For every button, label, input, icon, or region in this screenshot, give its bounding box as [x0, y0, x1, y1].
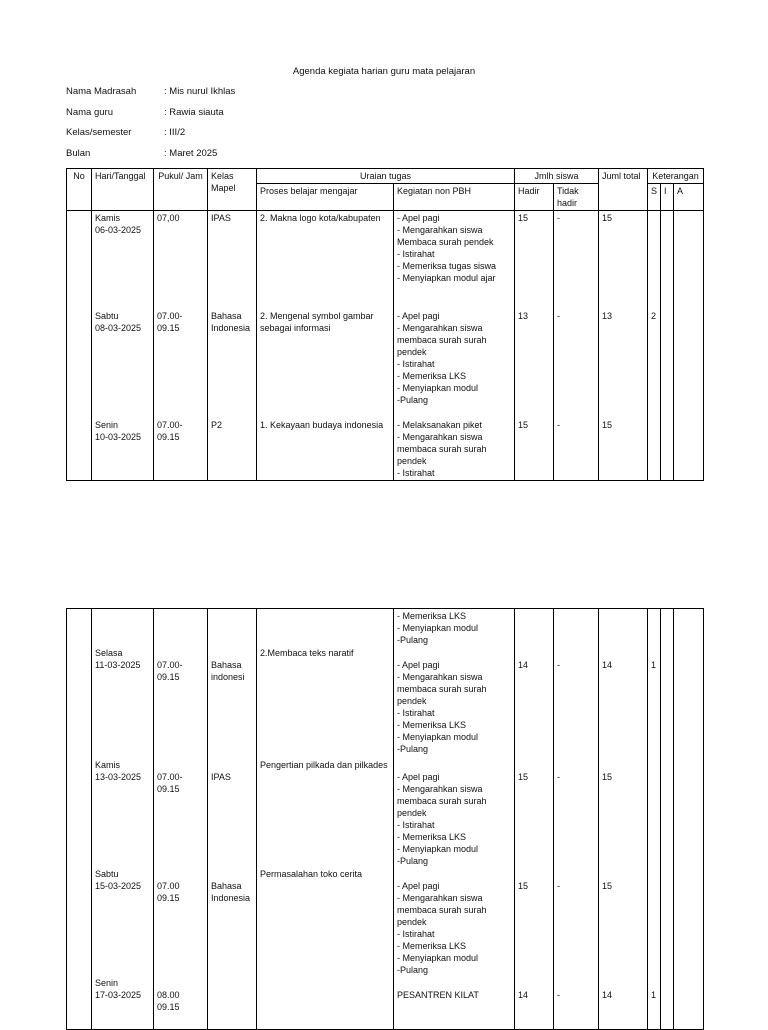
cell-pukul — [154, 309, 208, 418]
cell-kegiatan-line: - Istirahat — [397, 249, 435, 259]
cell-kelas — [208, 868, 257, 977]
table-row — [67, 868, 704, 977]
cell-a — [674, 609, 704, 648]
cell-kegiatan — [394, 309, 515, 418]
cell-tidak-hadir — [554, 868, 599, 977]
table-row — [67, 647, 704, 759]
cell-kegiatan-line: - Mengarahkan siswa — [397, 672, 483, 682]
header-i: I — [661, 184, 674, 211]
cell-tidak-hadir — [554, 418, 599, 481]
cell-i — [661, 309, 674, 418]
cell-total-line: 15 — [602, 213, 613, 223]
cell-s — [648, 211, 661, 309]
cell-s — [648, 418, 661, 481]
cell-hari-tanggal-line: 11-03-2025 — [95, 660, 141, 670]
cell-i — [661, 418, 674, 481]
cell-kelas — [208, 418, 257, 481]
cell-kelas-line: Indonesia — [211, 322, 251, 333]
cell-kegiatan-line: membaca surah surah — [397, 796, 487, 806]
cell-a — [674, 211, 704, 309]
cell-tidak-hadir-line: - — [557, 660, 560, 670]
cell-hari-tanggal-line: 13-03-2025 — [95, 772, 142, 782]
cell-i — [661, 868, 674, 977]
cell-hadir — [515, 977, 554, 1029]
cell-kegiatan-line: - Menyiapkan modul — [397, 953, 479, 963]
cell-pukul-line: 09.15 — [157, 893, 180, 903]
cell-s — [648, 868, 661, 977]
cell-no — [67, 609, 92, 648]
cell-a — [674, 647, 704, 759]
cell-hari-tanggal-line: Sabtu — [95, 310, 119, 321]
cell-kegiatan-line: membaca surah surah — [397, 443, 487, 454]
cell-s-line: 2 — [651, 310, 657, 321]
header-uraian-tugas: Uraian tugas — [257, 169, 515, 184]
cell-kegiatan-line: pendek — [397, 696, 427, 706]
table-row-carryover — [67, 609, 704, 648]
cell-kegiatan-line: - Istirahat — [397, 358, 435, 369]
header-hadir: Hadir — [515, 184, 554, 211]
cell-tidak-hadir-line: - — [557, 990, 560, 1000]
cell-proses — [257, 868, 394, 977]
cell-kegiatan-line: - Apel pagi — [397, 772, 440, 782]
header-keterangan: Keterangan — [648, 169, 704, 184]
cell-total — [599, 309, 648, 418]
cell-total — [599, 977, 648, 1029]
cell-hadir — [515, 211, 554, 309]
cell-pukul — [154, 977, 208, 1029]
cell-tidak-hadir — [554, 759, 599, 868]
cell-tidak-hadir-line: - — [557, 213, 560, 223]
cell-pukul — [154, 418, 208, 481]
cell-hari-tanggal — [92, 759, 154, 868]
cell-hari-tanggal — [92, 309, 154, 418]
cell-hari-tanggal — [92, 977, 154, 1029]
meta-label: Bulan — [66, 148, 91, 159]
meta-value: : Maret 2025 — [164, 148, 218, 159]
cell-proses — [257, 647, 394, 759]
cell-hari-tanggal — [92, 211, 154, 309]
cell-kegiatan-line: Membaca surah pendek — [397, 237, 494, 247]
cell-pukul-line: 09.15 — [157, 322, 180, 333]
cell-s-line: 1 — [651, 990, 657, 1000]
header-pukul-jam: Pukul/ Jam — [154, 169, 208, 211]
cell-hari-tanggal — [92, 868, 154, 977]
cell-kegiatan-line: -Pulang — [397, 744, 429, 754]
cell-s — [648, 647, 661, 759]
cell-a — [674, 868, 704, 977]
cell-pukul — [154, 609, 208, 648]
header-jmlh-siswa: Jmlh siswa — [515, 169, 599, 184]
cell-hadir — [515, 609, 554, 648]
cell-s — [648, 977, 661, 1029]
cell-tidak-hadir-line: - — [557, 419, 560, 430]
cell-kegiatan-line: -Pulang — [397, 635, 429, 645]
cell-kelas — [208, 309, 257, 418]
table-row — [67, 309, 704, 418]
cell-no — [67, 977, 92, 1029]
cell-i — [661, 977, 674, 1029]
cell-kelas-line: IPAS — [211, 213, 231, 223]
cell-pukul-line: 09.15 — [157, 672, 180, 682]
cell-no — [67, 647, 92, 759]
cell-hadir-line: 15 — [518, 213, 529, 223]
cell-hadir-line: 15 — [518, 772, 529, 782]
cell-kegiatan-line: - Mengarahkan siswa — [397, 784, 483, 794]
cell-kegiatan-line: - Mengarahkan siswa — [397, 893, 483, 903]
cell-a — [674, 759, 704, 868]
cell-tidak-hadir-line: - — [557, 310, 560, 321]
cell-tidak-hadir — [554, 647, 599, 759]
cell-kegiatan-line: membaca surah surah — [397, 334, 487, 345]
cell-proses — [257, 309, 394, 418]
cell-kegiatan-line: - Mengarahkan siswa — [397, 225, 483, 235]
cell-kegiatan-line: pendek — [397, 346, 427, 357]
cell-kegiatan-line: - Apel pagi — [397, 310, 440, 321]
cell-tidak-hadir — [554, 211, 599, 309]
cell-no — [67, 759, 92, 868]
cell-kegiatan-line: - Menyiapkan modul — [397, 382, 479, 393]
cell-kegiatan-line: - Memeriksa tugas siswa — [397, 261, 497, 271]
cell-s-line: 1 — [651, 660, 657, 670]
cell-kegiatan-line: pendek — [397, 917, 427, 927]
header-juml-total: Juml total — [599, 169, 648, 211]
cell-total — [599, 868, 648, 977]
cell-hari-tanggal-line: Kamis — [95, 213, 121, 223]
cell-kegiatan — [394, 647, 515, 759]
header-proses: Proses belajar mengajar — [257, 184, 394, 211]
cell-hadir — [515, 418, 554, 481]
cell-total-line: 15 — [602, 772, 613, 782]
cell-hadir-line: 13 — [518, 310, 529, 321]
cell-kelas-line: IPAS — [211, 772, 231, 782]
cell-pukul-line: 07.00- — [157, 310, 183, 321]
cell-total — [599, 647, 648, 759]
header-kegiatan: Kegiatan non PBH — [394, 184, 515, 211]
cell-kelas — [208, 211, 257, 309]
cell-i — [661, 647, 674, 759]
cell-a — [674, 309, 704, 418]
cell-kegiatan — [394, 759, 515, 868]
cell-pukul-line: 07.00- — [157, 419, 183, 430]
table-row — [67, 977, 704, 1029]
cell-pukul — [154, 759, 208, 868]
cell-pukul — [154, 868, 208, 977]
cell-kelas — [208, 609, 257, 648]
cell-total-line: 15 — [602, 419, 613, 430]
cell-kegiatan-line: - Memeriksa LKS — [397, 370, 467, 381]
cell-hari-tanggal-line: 08-03-2025 — [95, 322, 142, 333]
cell-kegiatan-line: - Apel pagi — [397, 881, 440, 891]
cell-kegiatan-line: - Istirahat — [397, 467, 435, 478]
cell-s — [648, 759, 661, 868]
cell-kegiatan — [394, 418, 515, 481]
cell-proses-line: Pengertian pilkada dan pilkades — [260, 760, 388, 770]
document-title: Agenda kegiata harian guru mata pelajaran — [292, 66, 476, 77]
cell-a — [674, 418, 704, 481]
cell-hadir — [515, 647, 554, 759]
cell-total — [599, 609, 648, 648]
cell-proses — [257, 211, 394, 309]
cell-kegiatan-line: - Mengarahkan siswa — [397, 431, 483, 442]
cell-kegiatan-line: membaca surah surah — [397, 684, 487, 694]
cell-kelas-line: indonesi — [211, 672, 245, 682]
cell-pukul-line: 08.00 — [157, 990, 180, 1000]
cell-kegiatan-line: pendek — [397, 455, 427, 466]
cell-kegiatan-line: - Memeriksa LKS — [397, 832, 467, 842]
cell-pukul-line: 07,00 — [157, 213, 180, 223]
header-a: A — [674, 184, 704, 211]
cell-kelas-line: P2 — [211, 419, 223, 430]
cell-i — [661, 609, 674, 648]
header-tidak-hadir: Tidak hadir — [554, 184, 599, 211]
cell-proses — [257, 977, 394, 1029]
meta-label: Nama guru — [66, 107, 113, 118]
cell-proses-line: 2.Membaca teks naratif — [260, 648, 354, 658]
cell-kegiatan-line: membaca surah surah — [397, 905, 487, 915]
cell-pukul-line: 07.00- — [157, 772, 183, 782]
cell-kegiatan — [394, 977, 515, 1029]
meta-value: : Rawia siauta — [164, 107, 224, 118]
cell-proses-line: Permasalahan toko cerita — [260, 869, 363, 879]
meta-label: Nama Madrasah — [66, 86, 137, 97]
cell-kegiatan-line: - Menyiapkan modul — [397, 732, 479, 742]
cell-kelas — [208, 977, 257, 1029]
cell-tidak-hadir — [554, 609, 599, 648]
cell-kegiatan — [394, 609, 515, 648]
cell-pukul-line: 09.15 — [157, 431, 180, 442]
cell-hari-tanggal-line: Sabtu — [95, 869, 119, 879]
cell-hari-tanggal-line: 15-03-2025 — [95, 881, 142, 891]
cell-pukul-line: 09.15 — [157, 784, 180, 794]
cell-kegiatan-line: - Memeriksa LKS — [397, 611, 467, 621]
cell-kegiatan-line: PESANTREN KILAT — [397, 990, 479, 1000]
cell-kegiatan-line: - Istirahat — [397, 820, 435, 830]
cell-tidak-hadir — [554, 309, 599, 418]
cell-kegiatan — [394, 211, 515, 309]
cell-kegiatan-line: - Menyiapkan modul ajar — [397, 273, 496, 283]
cell-s — [648, 609, 661, 648]
cell-kegiatan-line: - Istirahat — [397, 929, 435, 939]
cell-no — [67, 868, 92, 977]
header-kelas-mapel: Kelas Mapel — [208, 169, 257, 211]
cell-hadir-line: 15 — [518, 881, 529, 891]
cell-total — [599, 418, 648, 481]
cell-proses — [257, 609, 394, 648]
cell-s — [648, 309, 661, 418]
cell-proses-line: 2. Mengenal symbol gambar sebagai informasi — [260, 310, 374, 333]
cell-kelas — [208, 759, 257, 868]
cell-kelas-line: Bahasa — [211, 310, 242, 321]
cell-hadir — [515, 759, 554, 868]
cell-i — [661, 211, 674, 309]
cell-total-line: 14 — [602, 660, 613, 670]
cell-proses-line: 2. Makna logo kota/kabupaten — [260, 213, 381, 223]
cell-hadir — [515, 309, 554, 418]
header-no: No — [67, 169, 92, 211]
cell-no — [67, 309, 92, 418]
cell-hari-tanggal-line: Senin — [95, 978, 119, 988]
header-s: S — [648, 184, 661, 211]
cell-kelas-line: Bahasa — [211, 660, 242, 670]
table-row — [67, 418, 704, 481]
cell-hari-tanggal-line: 17-03-2025 — [95, 990, 142, 1000]
cell-a — [674, 977, 704, 1029]
cell-i — [661, 759, 674, 868]
cell-pukul-line: 07.00- — [157, 660, 183, 670]
cell-kegiatan — [394, 868, 515, 977]
cell-kegiatan-line: -Pulang — [397, 394, 429, 405]
cell-kegiatan-line: - Melaksanakan piket — [397, 419, 483, 430]
cell-pukul-line: 09.15 — [157, 1002, 180, 1012]
cell-hadir-line: 14 — [518, 660, 529, 670]
cell-kegiatan-line: - Memeriksa LKS — [397, 720, 467, 730]
agenda-table-page-2 — [66, 608, 704, 1030]
cell-hari-tanggal-line: Selasa — [95, 648, 123, 658]
cell-kelas — [208, 647, 257, 759]
cell-hari-tanggal-line: Senin — [95, 419, 119, 430]
cell-hadir-line: 14 — [518, 990, 529, 1000]
cell-hari-tanggal-line: Kamis — [95, 760, 121, 770]
cell-kelas-line: Bahasa — [211, 881, 242, 891]
cell-kegiatan-line: -Pulang — [397, 856, 429, 866]
cell-kegiatan-line: - Apel pagi — [397, 660, 440, 670]
cell-pukul — [154, 211, 208, 309]
cell-tidak-hadir-line: - — [557, 772, 560, 782]
cell-kelas-line: Indonesia — [211, 893, 251, 903]
cell-kegiatan-line: - Istirahat — [397, 708, 435, 718]
cell-tidak-hadir — [554, 977, 599, 1029]
cell-total — [599, 759, 648, 868]
cell-hadir — [515, 868, 554, 977]
table-row — [67, 759, 704, 868]
cell-proses — [257, 759, 394, 868]
meta-label: Kelas/semester — [66, 127, 132, 138]
cell-total-line: 15 — [602, 881, 613, 891]
meta-value: : III/2 — [164, 127, 186, 138]
cell-hari-tanggal — [92, 609, 154, 648]
cell-kegiatan-line: - Menyiapkan modul — [397, 623, 479, 633]
cell-pukul-line: 07.00 — [157, 881, 180, 891]
cell-hari-tanggal — [92, 647, 154, 759]
cell-hadir-line: 15 — [518, 419, 529, 430]
cell-kegiatan-line: -Pulang — [397, 965, 429, 975]
cell-pukul — [154, 647, 208, 759]
table-row — [67, 211, 704, 309]
cell-hari-tanggal — [92, 418, 154, 481]
cell-hari-tanggal-line: 06-03-2025 — [95, 225, 142, 235]
cell-total — [599, 211, 648, 309]
cell-kegiatan-line: - Memeriksa LKS — [397, 941, 467, 951]
cell-tidak-hadir-line: - — [557, 881, 560, 891]
cell-total-line: 13 — [602, 310, 613, 321]
cell-no — [67, 418, 92, 481]
cell-proses-line: 1. Kekayaan budaya indonesia — [260, 419, 384, 430]
cell-kegiatan-line: - Apel pagi — [397, 213, 440, 223]
cell-kegiatan-line: - Menyiapkan modul — [397, 844, 479, 854]
cell-total-line: 14 — [602, 990, 613, 1000]
agenda-table-page-1 — [66, 168, 704, 481]
cell-kegiatan-line: pendek — [397, 808, 427, 818]
header-hari-tanggal: Hari/Tanggal — [92, 169, 154, 211]
cell-kegiatan-line: - Mengarahkan siswa — [397, 322, 483, 333]
cell-proses — [257, 418, 394, 481]
cell-no — [67, 211, 92, 309]
meta-value: : Mis nurul Ikhlas — [164, 86, 236, 97]
cell-hari-tanggal-line: 10-03-2025 — [95, 431, 142, 442]
